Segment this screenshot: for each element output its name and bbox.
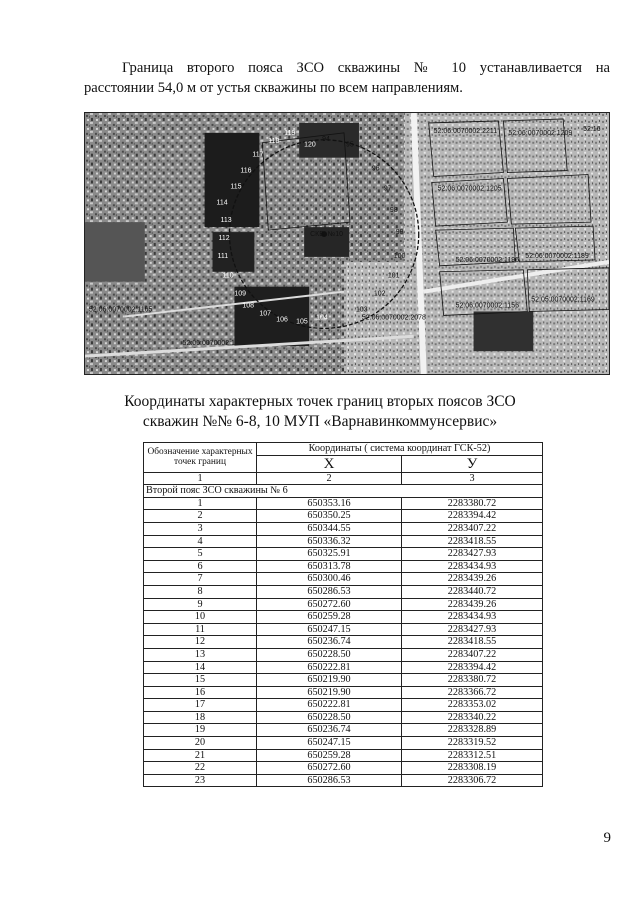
point-number-cell: 18: [144, 711, 257, 724]
point-number-cell: 19: [144, 724, 257, 737]
intro-paragraph: [84, 58, 610, 98]
table-row: [144, 648, 543, 661]
header-y: У: [402, 455, 543, 472]
point-label: 108: [242, 302, 255, 310]
table-row: [144, 774, 543, 787]
x-coordinate-cell: 650247.15: [257, 623, 402, 636]
y-coordinate-cell: 2283319.52: [402, 737, 543, 750]
point-number-cell: 1: [144, 497, 257, 510]
table-row: [144, 585, 543, 598]
x-coordinate-cell: 650350.25: [257, 510, 402, 523]
parcel-label: 52:06:0070002:1165: [88, 306, 153, 314]
table-row: [144, 762, 543, 775]
table-row: [144, 636, 543, 649]
x-coordinate-cell: 650259.28: [257, 611, 402, 624]
table-row: [144, 686, 543, 699]
point-label: 104: [316, 314, 328, 322]
point-label: 109: [234, 290, 247, 298]
table-title: [120, 392, 520, 432]
table-row: [144, 560, 543, 573]
x-coordinate-cell: 650236.74: [257, 636, 402, 649]
table-row: [144, 674, 543, 687]
point-number-cell: 9: [144, 598, 257, 611]
column-number: 3: [402, 472, 543, 485]
x-coordinate-cell: 650219.90: [257, 674, 402, 687]
header-designation: Обозначение характерных точек границ: [144, 443, 257, 473]
x-coordinate-cell: 650286.53: [257, 585, 402, 598]
column-number: 2: [257, 472, 402, 485]
point-label: 117: [252, 151, 264, 159]
y-coordinate-cell: 2283380.72: [402, 674, 543, 687]
y-coordinate-cell: 2283427.93: [402, 548, 543, 561]
table-row: [144, 598, 543, 611]
point-label: 98: [389, 207, 398, 215]
x-coordinate-cell: 650259.28: [257, 749, 402, 762]
point-label: 107: [259, 310, 271, 318]
cadastral-map: [84, 112, 610, 375]
x-coordinate-cell: 650228.50: [257, 648, 402, 661]
y-coordinate-cell: 2283353.02: [402, 699, 543, 712]
table-row: [144, 535, 543, 548]
point-number-cell: 7: [144, 573, 257, 586]
y-coordinate-cell: 2283439.26: [402, 573, 543, 586]
point-number-cell: 22: [144, 762, 257, 775]
section-label: Второй пояс ЗСО скважины № 6: [144, 485, 543, 498]
point-number-cell: 5: [144, 548, 257, 561]
point-number-cell: 3: [144, 522, 257, 535]
point-number-cell: 20: [144, 737, 257, 750]
y-coordinate-cell: 2283340.22: [402, 711, 543, 724]
table-row: [144, 724, 543, 737]
header-coordinates: Координаты ( система координат ГСК-52): [257, 443, 543, 456]
point-label: 120: [304, 141, 316, 149]
parcel-label: 52:06:0070002:2078: [361, 314, 426, 322]
point-label: 112: [218, 235, 230, 243]
page-number: 9: [603, 830, 611, 846]
y-coordinate-cell: 2283434.93: [402, 611, 543, 624]
y-coordinate-cell: 2283434.93: [402, 560, 543, 573]
y-coordinate-cell: 2283394.42: [402, 661, 543, 674]
point-label: 95: [346, 141, 354, 149]
parcel-label: 52:06:0070002:1205: [437, 185, 502, 193]
intro-line-2: расстоянии 54,0 м от устья скважины по всем направлениям.: [84, 80, 463, 96]
point-number-cell: 17: [144, 699, 257, 712]
x-coordinate-cell: 650272.60: [257, 762, 402, 775]
table-row: [144, 510, 543, 523]
point-number-cell: 15: [144, 674, 257, 687]
parcel-label: 52:06:0070002:2211: [433, 127, 498, 135]
point-label: 115: [230, 183, 242, 191]
point-number-cell: 21: [144, 749, 257, 762]
table-row: [144, 548, 543, 561]
x-coordinate-cell: 650236.74: [257, 724, 402, 737]
point-label: 100: [393, 252, 406, 260]
x-coordinate-cell: 650313.78: [257, 560, 402, 573]
y-coordinate-cell: 2283407.22: [402, 522, 543, 535]
point-label: 111: [217, 252, 229, 260]
point-label: 105: [296, 318, 308, 326]
point-label: 101: [387, 272, 400, 280]
point-number-cell: 13: [144, 648, 257, 661]
table-title-line-2: скважин №№ 6-8, 10 МУП «Варнавинкоммунсервис»: [142, 413, 498, 430]
point-number-cell: 2: [144, 510, 257, 523]
x-coordinate-cell: 650222.81: [257, 699, 402, 712]
point-label: 102: [373, 290, 386, 298]
parcel-label: 52:05:0070002:1169: [531, 296, 595, 304]
y-coordinate-cell: 2283380.72: [402, 497, 543, 510]
parcel-label: 52:06:0070002:1156: [455, 302, 520, 310]
table-row: [144, 573, 543, 586]
y-coordinate-cell: 2283440.72: [402, 585, 543, 598]
y-coordinate-cell: 2283328.89: [402, 724, 543, 737]
x-coordinate-cell: 650286.53: [257, 774, 402, 787]
table-row: [144, 749, 543, 762]
parcel-label: 52:16: [583, 125, 601, 133]
point-number-cell: 10: [144, 611, 257, 624]
point-label: 103: [355, 306, 368, 314]
y-coordinate-cell: 2283308.19: [402, 762, 543, 775]
parcel-label: 52:06:0070002:1189: [525, 252, 589, 260]
x-coordinate-cell: 650247.15: [257, 737, 402, 750]
table-row: [144, 611, 543, 624]
table-row: [144, 661, 543, 674]
table-row: [144, 699, 543, 712]
point-number-cell: 4: [144, 535, 257, 548]
point-label: 116: [240, 167, 252, 175]
x-coordinate-cell: 650336.32: [257, 535, 402, 548]
x-coordinate-cell: 650325.91: [257, 548, 402, 561]
point-number-cell: 14: [144, 661, 257, 674]
point-label: 114: [216, 199, 228, 207]
point-number-cell: 16: [144, 686, 257, 699]
point-label: 96: [371, 165, 380, 173]
intro-line-1: Граница второго пояса ЗСО скважины № 10 устанавливается на: [122, 60, 610, 76]
y-coordinate-cell: 2283439.26: [402, 598, 543, 611]
well-label: СКВ. №10: [310, 231, 343, 239]
point-number-cell: 23: [144, 774, 257, 787]
x-coordinate-cell: 650353.16: [257, 497, 402, 510]
parcel-label: 52:06:0070002:1209: [508, 129, 573, 137]
y-coordinate-cell: 2283418.55: [402, 535, 543, 548]
x-coordinate-cell: 650219.90: [257, 686, 402, 699]
x-coordinate-cell: 650300.46: [257, 573, 402, 586]
point-number-cell: 11: [144, 623, 257, 636]
x-coordinate-cell: 650222.81: [257, 661, 402, 674]
header-x: X: [257, 455, 402, 472]
y-coordinate-cell: 2283418.55: [402, 636, 543, 649]
x-coordinate-cell: 650272.60: [257, 598, 402, 611]
y-coordinate-cell: 2283306.72: [402, 774, 543, 787]
point-number-cell: 8: [144, 585, 257, 598]
point-label: 110: [222, 272, 234, 280]
point-label: 97: [383, 185, 392, 193]
column-number: 1: [144, 472, 257, 485]
point-number-cell: 12: [144, 636, 257, 649]
point-label: 94: [322, 135, 330, 143]
point-label: 113: [220, 217, 232, 225]
coordinates-table: [143, 442, 543, 787]
table-row: [144, 623, 543, 636]
point-label: 118: [268, 137, 280, 145]
point-label: 119: [284, 129, 296, 137]
table-row: [144, 711, 543, 724]
table-title-line-1: Координаты характерных точек границ вторых поясов ЗСО: [124, 393, 516, 410]
y-coordinate-cell: 2283427.93: [402, 623, 543, 636]
point-number-cell: 6: [144, 560, 257, 573]
table-row: [144, 522, 543, 535]
y-coordinate-cell: 2283312.51: [402, 749, 543, 762]
x-coordinate-cell: 650344.55: [257, 522, 402, 535]
y-coordinate-cell: 2283394.42: [402, 510, 543, 523]
parcel-label: 52:06:0070002:1196: [455, 256, 520, 264]
point-label: 99: [395, 229, 404, 237]
point-label: 106: [276, 316, 288, 324]
table-row: [144, 737, 543, 750]
y-coordinate-cell: 2283407.22: [402, 648, 543, 661]
x-coordinate-cell: 650228.50: [257, 711, 402, 724]
parcel-label: 52:06:0070002:1: [182, 340, 235, 348]
table-row: [144, 497, 543, 510]
y-coordinate-cell: 2283366.72: [402, 686, 543, 699]
